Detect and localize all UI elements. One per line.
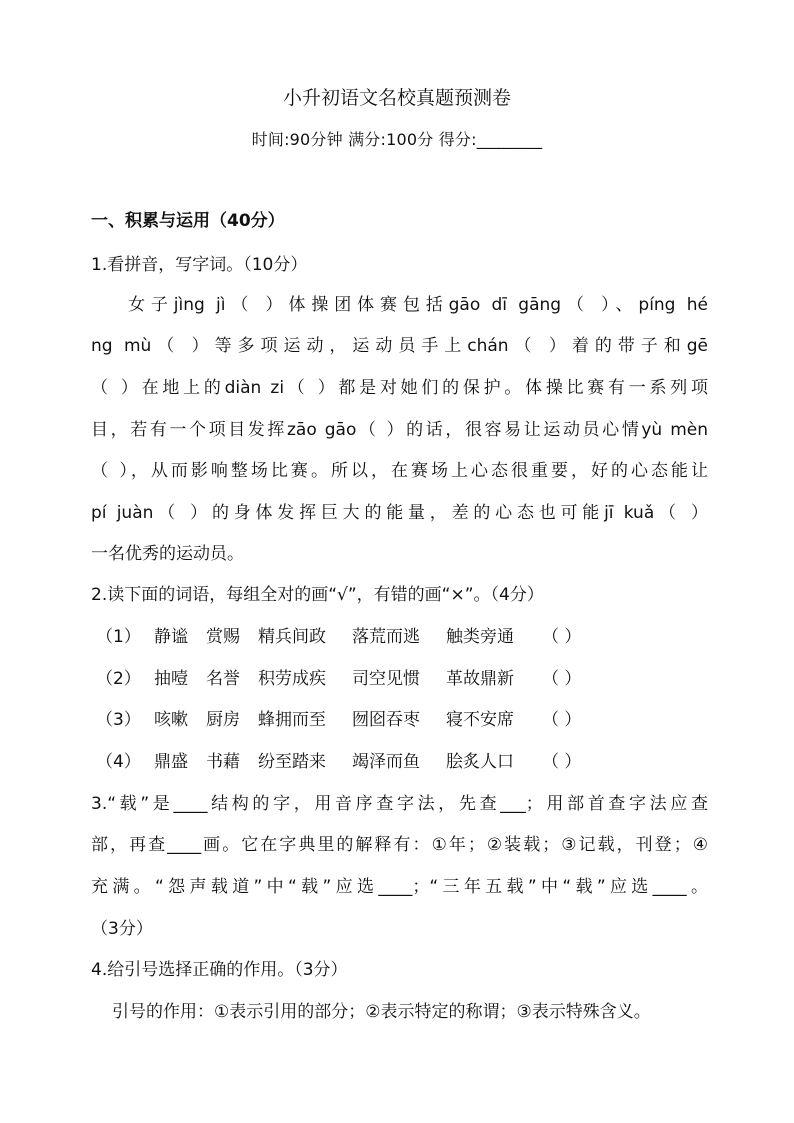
question-1-line: （ ）在地上的diàn zi（ ）都是对她们的保护。体操比赛有一系列项 (91, 378, 708, 398)
section-heading: 一、积累与运用（40分） (91, 211, 285, 231)
question-3-line: 部，再查____画。它在字典里的解释有：①年；②装载；③记载，刊登；④ (91, 835, 708, 855)
option-row (96, 625, 708, 649)
answer-blank: （ ） (542, 752, 582, 772)
option-word: 赏赐 (206, 627, 240, 647)
question-1-line: ng mù（ ）等多项运动，运动员手上chán（ ）着的带子和gē (91, 336, 708, 356)
option-word: 咳嗽 (154, 710, 188, 730)
option-word: 书藉 (206, 752, 240, 772)
option-word: 静谧 (154, 627, 188, 647)
option-word: 竭泽而鱼 (352, 752, 420, 772)
question-1-label: 1.看拼音，写字词。（10分） (91, 255, 308, 275)
question-3-line: 充满。“怨声载道”中“载”应选____；“三年五载”中“载”应选____。 (91, 877, 708, 897)
question-3-line: 3.“载”是____结构的字，用音序查字法，先查___；用部首查字法应查 (91, 794, 708, 814)
answer-blank: （ ） (542, 627, 582, 647)
answer-blank: （ ） (542, 710, 582, 730)
option-word: 纷至踏来 (258, 752, 326, 772)
option-word: 蜂拥而至 (258, 710, 326, 730)
option-number: （3） (96, 710, 141, 730)
question-3-line: （3分） (91, 919, 153, 939)
question-1-line: 女子jìng jì（ ）体操团体赛包括gāo dī gāng（ ）、píng hé (128, 295, 708, 315)
option-word: 革故鼎新 (446, 669, 514, 689)
option-word: 积劳成疾 (258, 669, 326, 689)
question-4-label: 4.给引号选择正确的作用。（3分） (91, 960, 348, 980)
question-1-line: 目，若有一个项目发挥zāo gāo（ ）的话，很容易让运动员心情yù mèn (91, 420, 708, 440)
question-1-line: （ ），从而影响整场比赛。所以，在赛场上心态很重要，好的心态能让 (91, 461, 708, 481)
option-word: 囫囵吞枣 (352, 710, 420, 730)
option-number: （2） (96, 669, 141, 689)
option-word: 厨房 (206, 710, 240, 730)
option-word: 脍炙人口 (446, 752, 514, 772)
option-row (96, 708, 708, 732)
question-1-line: pí juàn（ ）的身体发挥巨大的能量，差的心态也可能jī kuǎ（ ） (91, 503, 708, 523)
option-row (96, 750, 708, 774)
option-word: 寝不安席 (446, 710, 514, 730)
option-number: （1） (96, 627, 141, 647)
option-word: 抽噎 (154, 669, 188, 689)
option-word: 落荒而逃 (352, 627, 420, 647)
question-1-line: 一名优秀的运动员。 (91, 544, 244, 564)
option-word: 名誉 (206, 669, 240, 689)
exam-info: 时间:90分钟 满分:100分 得分:________ (251, 130, 543, 149)
option-row (96, 667, 708, 691)
question-2-label: 2.读下面的词语，每组全对的画“√”，有错的画“×”。（4分） (91, 585, 544, 605)
answer-blank: （ ） (542, 669, 582, 689)
question-4-text: 引号的作用：①表示引用的部分；②表示特定的称谓；③表示特殊含义。 (112, 1002, 651, 1022)
page-title: 小升初语文名校真题预测卷 (282, 87, 511, 109)
option-word: 司空见惯 (352, 669, 420, 689)
option-word: 触类旁通 (446, 627, 514, 647)
option-number: （4） (96, 752, 141, 772)
option-word: 鼎盛 (154, 752, 188, 772)
option-word: 精兵间政 (258, 627, 326, 647)
